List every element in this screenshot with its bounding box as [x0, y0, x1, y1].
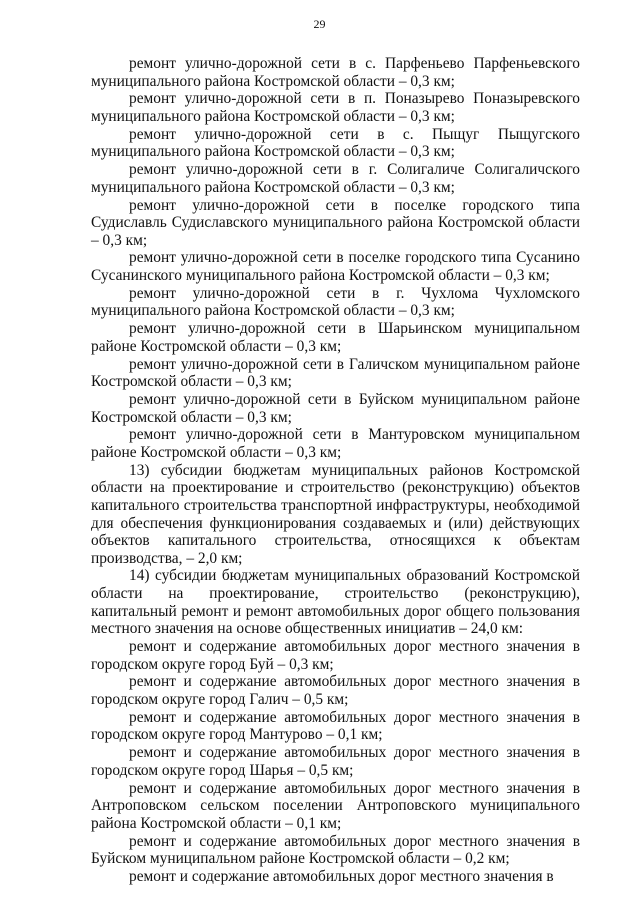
paragraph: ремонт и содержание автомобильных дорог местного значения в городском округе город Мантурово – 0,1 км; — [91, 708, 580, 744]
page-number: 29 — [313, 17, 326, 31]
paragraph: ремонт улично-дорожной сети в Шарьинском муниципальном районе Костромской области – 0,3 км; — [91, 320, 580, 355]
paragraph: ремонт улично-дорожной сети в Буйском муниципальном районе Костромской области – 0,3 км; — [91, 390, 580, 426]
document-body — [91, 55, 580, 885]
paragraph: ремонт и содержание автомобильных дорог местного значения в городском округе город Галич – 0,5 км; — [91, 673, 580, 708]
paragraph: ремонт улично-дорожной сети в г. Солигаличе Солигаличского муниципального района Костромской области – 0,3 км; — [91, 161, 580, 196]
paragraph: ремонт улично-дорожной сети в с. Парфеньево Парфеньевского муниципального района Костромской области – 0,3 км; — [91, 55, 580, 90]
paragraph: ремонт и содержание автомобильных дорог местного значения в городском округе город Буй – 0,3 км; — [91, 638, 580, 673]
paragraph: ремонт и содержание автомобильных дорог местного значения в Антроповском сельском поселении Антроповского муниципального района Костромской области – 0,1 км; — [91, 779, 580, 832]
paragraph: ремонт и содержание автомобильных дорог местного значения в — [129, 867, 554, 885]
paragraph: ремонт улично-дорожной сети в г. Чухлома Чухломского муниципального района Костромской области – 0,3 км; — [91, 284, 580, 320]
paragraph: ремонт улично-дорожной сети в с. Пыщуг Пыщугского муниципального района Костромской области – 0,3 км; — [91, 125, 580, 161]
paragraph: ремонт улично-дорожной сети в поселке городского типа Судиславль Судиславского муниципального района Костромской области – 0,3 км; — [91, 196, 580, 249]
paragraph: ремонт и содержание автомобильных дорог местного значения в городском округе город Шарья – 0,5 км; — [91, 744, 580, 779]
paragraph: ремонт улично-дорожной сети в п. Поназырево Поназыревского муниципального района Костромской области – 0,3 км; — [91, 90, 580, 125]
paragraph: 14) субсидии бюджетам муниципальных образований Костромской области на проектирование, строительство (реконструкцию), капитальный ремонт и ремонт автомобильных дорог общего пользования местного значения на основе общественных инициатив – 24,0 км: — [91, 567, 580, 638]
paragraph: ремонт улично-дорожной сети в Галичском муниципальном районе Костромской области – 0,3 км; — [91, 355, 580, 391]
paragraph: ремонт улично-дорожной сети в Мантуровском муниципальном районе Костромской области – 0,3 км; — [91, 426, 580, 461]
paragraph: ремонт улично-дорожной сети в поселке городского типа Сусанино Сусанинского муниципального района Костромской области – 0,3 км; — [91, 249, 580, 285]
paragraph: ремонт и содержание автомобильных дорог местного значения в Буйском муниципальном районе Костромской области – 0,2 км; — [91, 832, 580, 868]
paragraph: 13) субсидии бюджетам муниципальных районов Костромской области на проектирование и строительство (реконструкцию) объектов капитального строительства транспортной инфраструктуры, необходимой для обеспечения функционирования создаваемых и (или) действующих объектов капитального строительства, относящихся к объектам производства, – 2,0 км; — [91, 461, 580, 567]
